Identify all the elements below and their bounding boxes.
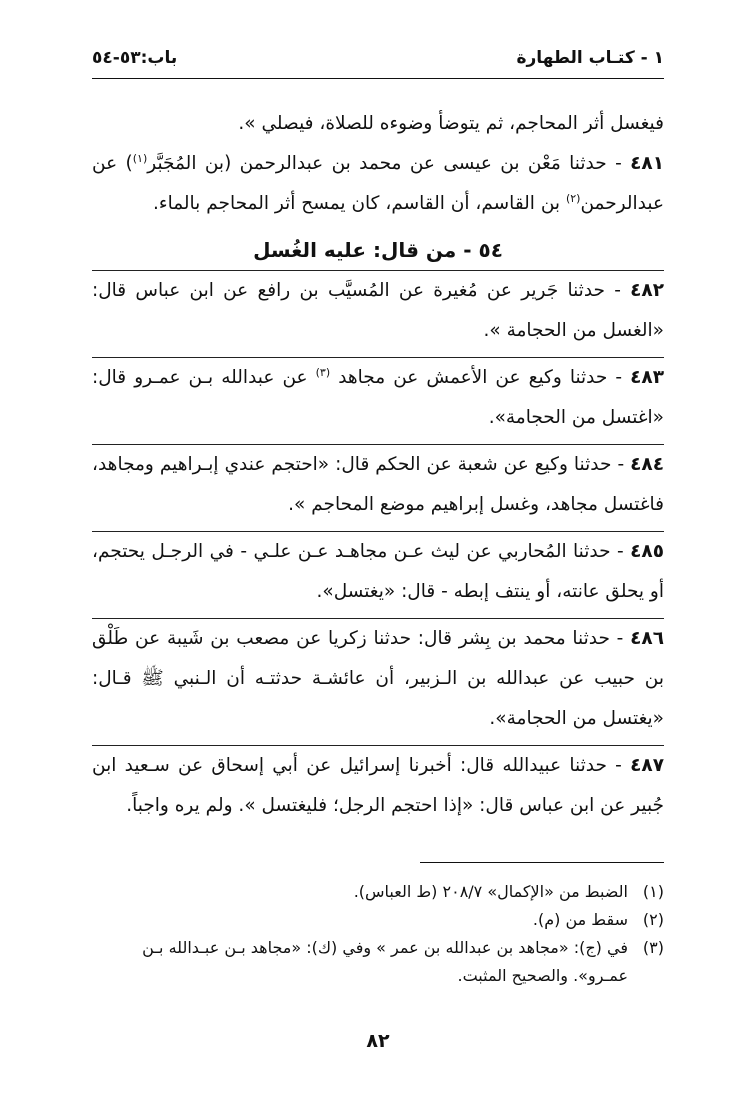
hadith-text: حدثنا المُحاربي عن ليث عـن مجاهـد عـن علـي - في الرجـل يحتجم، أو يحلق عانته، أو ينتف إبطه - قال: «يغتسل». — [92, 541, 664, 602]
chapter-range: باب:٥٣-٥٤ — [92, 48, 178, 68]
hadith-text: بن القاسم، أن القاسم، كان يمسح أثر المحاجم بالماء. — [153, 193, 566, 214]
footnote-item — [92, 934, 664, 990]
section-heading: ٥٤ - من قال: عليه الغُسل — [253, 238, 503, 262]
dash: - — [604, 280, 631, 301]
footnote-ref[interactable]: (٢) — [565, 191, 581, 205]
footnote-marker: (٢) — [642, 910, 664, 929]
running-header — [92, 42, 664, 74]
dash: - — [610, 541, 631, 562]
footnote-item — [92, 878, 664, 906]
header-divider — [92, 78, 664, 79]
hadith-number: ٤٨١ — [630, 153, 664, 174]
dash: - — [607, 367, 631, 388]
hadith-number: ٤٨٦ — [630, 628, 664, 649]
footnote-ref[interactable]: (١) — [132, 151, 148, 165]
page-number: ٨٢ — [366, 1030, 390, 1052]
dash: - — [611, 454, 631, 475]
footnotes — [92, 878, 664, 990]
hadith-484 — [92, 445, 664, 525]
hadith-text: حدثنا عبيدالله قال: أخبرنا إسرائيل عن أبي إسحاق عن سـعيد ابن جُبير عن ابن عباس قال: «إذا احتجم الرجل؛ فليغتسل ». ولم يره واجباً. — [92, 755, 664, 816]
footnote-text: في (ج): «مجاهد بن عبدالله بن عمر » وفي (ك): «مجاهد بـن عبـدالله بـن عمـرو». والصحيح المثبت. — [142, 938, 628, 985]
opening-line: فيغسل أثر المحاجم، ثم يتوضأ وضوءه للصلاة، فيصلي ». — [238, 113, 664, 134]
hadith-487 — [92, 746, 664, 826]
footnote-divider — [420, 862, 664, 863]
chapter-title: ١ - كتـاب الطهارة — [516, 48, 664, 68]
footnote-item — [92, 906, 664, 934]
footnote-text: سقط من (م). — [532, 910, 628, 929]
main-text — [92, 104, 664, 832]
footnote-text: الضبط من «الإكمال» ٢٠٨/٧ (ط العباس). — [353, 882, 628, 901]
hadith-number: ٤٨٤ — [630, 454, 665, 475]
hadith-486 — [92, 619, 664, 739]
footnote-marker: (٣) — [642, 938, 664, 957]
hadith-number: ٤٨٢ — [630, 280, 665, 301]
footnote-ref[interactable]: (٣) — [315, 365, 331, 379]
hadith-text: حدثنا مَعْن بن عيسى عن محمد بن عبدالرحمن (بن المُجَبَّر — [147, 153, 607, 174]
hadith-number: ٤٨٣ — [630, 367, 664, 388]
hadith-text: حدثنا جَرير عن مُغيرة عن المُسيَّب بن رافع عن ابن عباس قال: «الغسل من الحجامة ». — [92, 280, 664, 341]
hadith-text: حدثنا محمد بن بِشر قال: حدثنا زكريا عن مصعب بن شَيبة عن طَلْق بن حبيب عن عبدالله بن الـزبير، أن عائشـة حدثتـه أن الـنبي ﷺ قـال: «يغتسل من الحجامة». — [92, 628, 664, 729]
hadith-number: ٤٨٧ — [630, 755, 664, 776]
hadith-text: عن عبدالله بـن عمـرو قال: «اغتسل من الحجامة». — [92, 367, 664, 428]
hadith-482 — [92, 271, 664, 351]
hadith-text: ) عن عبدالرحمن — [92, 153, 664, 214]
dash: - — [606, 153, 631, 174]
hadith-485 — [92, 532, 664, 612]
hadith-483 — [92, 358, 664, 438]
dash: - — [609, 628, 631, 649]
dash: - — [606, 755, 631, 776]
footnote-marker: (١) — [642, 882, 664, 901]
hadith-text: حدثنا وكيع عن الأعمش عن مجاهد — [330, 367, 608, 388]
hadith-481 — [92, 144, 664, 224]
hadith-number: ٤٨٥ — [630, 541, 664, 562]
hadith-text: حدثنا وكيع عن شعبة عن الحكم قال: «احتجم عندي إبـراهيم ومجاهد، فاغتسل مجاهد، وغسل إبراهيم موضع المحاجم ». — [92, 454, 664, 515]
